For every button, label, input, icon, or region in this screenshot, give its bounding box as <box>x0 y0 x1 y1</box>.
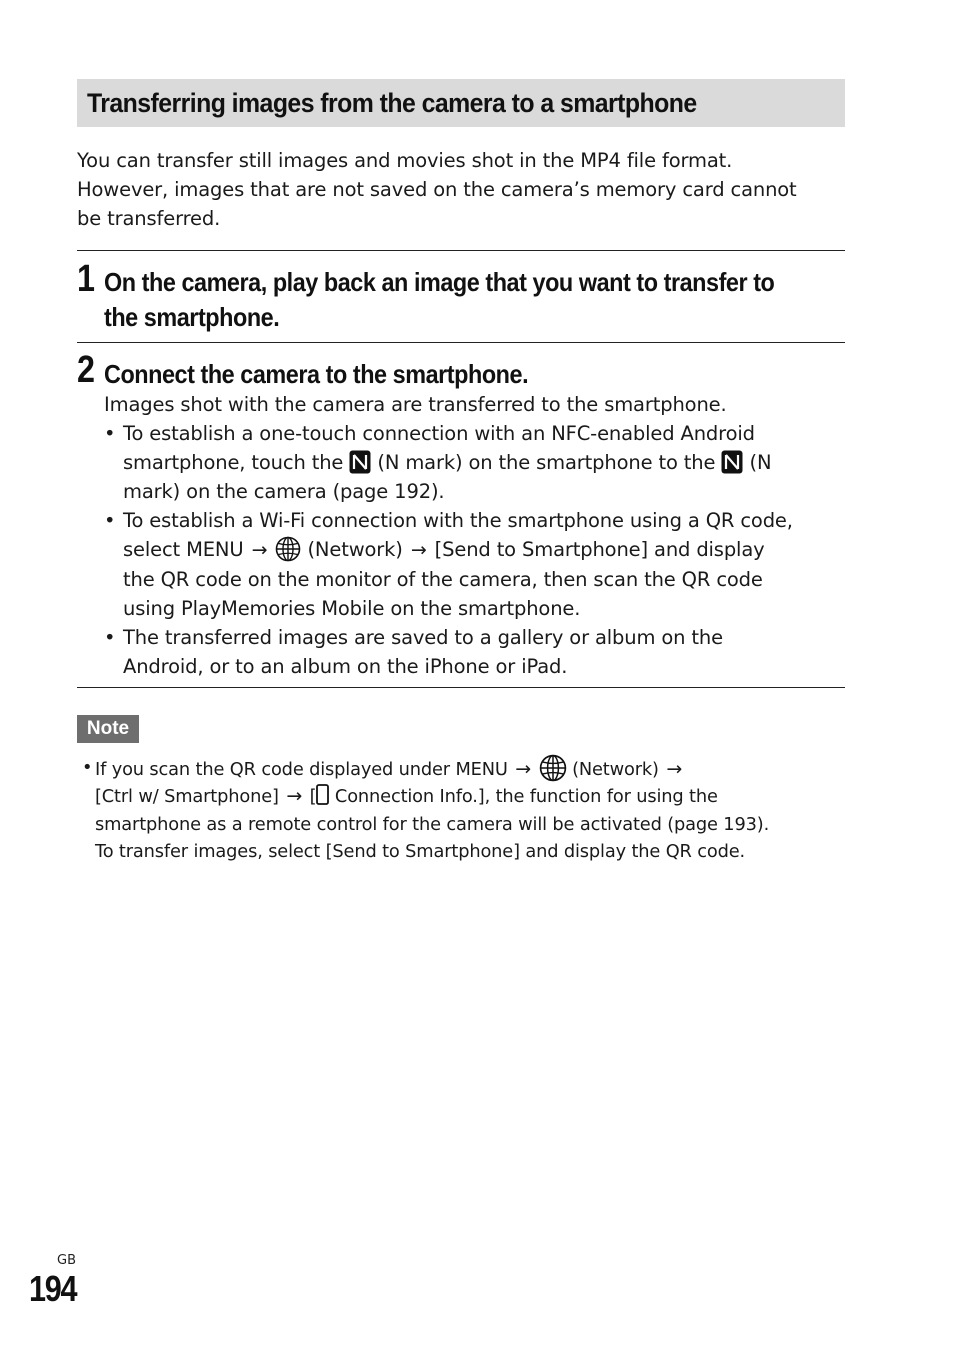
step-heading-line: On the camera, play back an image that you want to transfer to <box>104 267 775 297</box>
network-globe-icon <box>539 754 567 782</box>
divider <box>77 687 845 688</box>
step-heading-line: the smartphone. <box>104 302 280 332</box>
page-number: 194 <box>29 1268 77 1309</box>
arrow-icon: → <box>286 785 303 808</box>
n-mark-icon <box>721 450 743 474</box>
intro-line: You can transfer still images and movies shot in the MP4 file format. <box>77 149 733 172</box>
arrow-icon: → <box>251 539 268 561</box>
network-globe-icon <box>275 536 301 562</box>
bullet-dot: • <box>104 626 116 649</box>
bullet-list <box>104 419 854 681</box>
smartphone-icon <box>316 784 329 805</box>
list-item: • The transferred images are saved to a gallery or album on the Android, or to an album on the iPhone or iPad. <box>104 623 854 681</box>
arrow-icon: → <box>515 758 532 780</box>
arrow-icon: → <box>410 539 427 561</box>
section-title-bar <box>77 79 845 127</box>
list-item: • To establish a one-touch connection with an NFC-enabled Android smartphone, touch the (N mark) on the smartphone to the (N mark) on the camera (page 192). <box>104 419 854 506</box>
note-badge: Note <box>77 715 139 743</box>
bullet-dot: • <box>104 509 116 532</box>
divider <box>77 250 845 251</box>
intro-paragraph <box>77 146 852 233</box>
divider <box>77 342 845 343</box>
n-mark-icon <box>349 450 371 474</box>
intro-line: However, images that are not saved on the camera’s memory card cannot <box>77 178 797 201</box>
step-heading: Connect the camera to the smartphone. <box>104 359 529 389</box>
intro-line: be transferred. <box>77 207 221 230</box>
section-title: Transferring images from the camera to a smartphone <box>87 87 697 118</box>
bullet-dot: • <box>104 422 116 445</box>
bullet-dot: • <box>82 757 93 778</box>
note-text: • If you scan the QR code displayed under MENU → (Network) → [Ctrl w/ Smartphone] → [ Connection Info.], the function for using the smartphone as a remote control for the camera will be activated (page 193). To transfer images, select [Send to Smartphone] and display the QR code. <box>82 754 842 865</box>
arrow-icon: → <box>666 758 683 780</box>
step-description: Images shot with the camera are transferred to the smartphone. <box>104 393 727 416</box>
step-number: 2 <box>77 349 95 391</box>
region-code: GB <box>57 1253 76 1268</box>
list-item: • To establish a Wi-Fi connection with the smartphone using a QR code, select MENU → (Network) → [Send to Smartphone] and display the QR code on the monitor of the camera, then scan the QR code using PlayMemories Mobile on the smartphone. <box>104 506 854 623</box>
step-heading <box>104 265 842 335</box>
step-number: 1 <box>77 258 95 300</box>
